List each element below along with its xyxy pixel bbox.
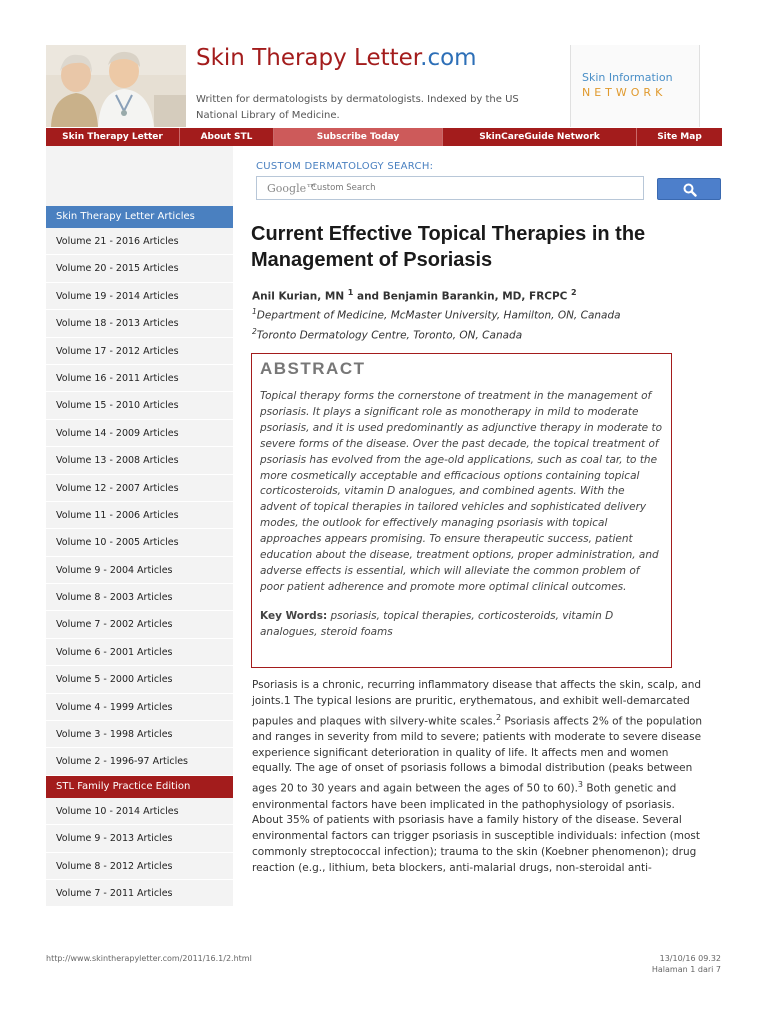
sidebar-section-stl-articles[interactable]: Skin Therapy Letter Articles xyxy=(46,206,233,228)
sidebar-item[interactable]: Volume 6 - 2001 Articles xyxy=(46,639,233,666)
article-title: Current Effective Topical Therapies in the Management of Psoriasis xyxy=(251,223,646,271)
sidebar-item[interactable]: Volume 8 - 2012 Articles xyxy=(46,853,233,880)
author-2-sup: 2 xyxy=(571,288,577,297)
network-title: Skin Information xyxy=(582,71,673,84)
site-title[interactable]: Skin Therapy Letter.com xyxy=(196,45,477,71)
keywords xyxy=(260,609,663,641)
network-subtitle: NETWORK xyxy=(582,86,667,99)
sidebar-item[interactable]: Volume 11 - 2006 Articles xyxy=(46,502,233,529)
citation-2[interactable]: 2 xyxy=(495,712,502,722)
author-1: Anil Kurian, MN xyxy=(252,290,345,303)
sidebar-list-stl-articles xyxy=(46,228,233,776)
abstract-box xyxy=(251,353,672,668)
nav-site-map[interactable]: Site Map xyxy=(657,132,702,142)
sidebar xyxy=(46,206,233,907)
sidebar-item[interactable]: Volume 14 - 2009 Articles xyxy=(46,420,233,447)
search-button[interactable] xyxy=(657,178,721,200)
sidebar-item[interactable]: Volume 9 - 2004 Articles xyxy=(46,557,233,584)
citation-3[interactable]: 3 xyxy=(577,780,584,790)
skin-information-network-logo[interactable] xyxy=(570,45,700,127)
site-header xyxy=(46,45,722,127)
article-body: Psoriasis is a chronic, recurring inflammatory disease that affects the skin, scalp, and joints.1 The typical lesions are pruritic, erythematous, and exhibit well-demarcated papules and plaques with silvery-white scales.$^2$ Psoriasis affects 2% of the population and ranges in severity from mild to severe; patients with moderate to severe disease experience significant deterioration in quality of life. It affects men and women equally. The age of onset of psoriasis follows a bimodal distribution (peaks between ages 20 to 30 years and again between the ages of 50 to 60).$^3$ Both genetic and environmental factors have been implicated in the pathophysiology of psoriasis. About 35% of patients with psoriasis have a family history of the disease. Several environmental factors can trigger psoriasis in susceptible individuals: infection (most commonly streptococcal infection); trauma to the skin (Koebner phenomenon); drug reaction (e.g., lithium, beta blockers, anti-malarial drugs, non-steroidal anti- xyxy=(252,679,703,874)
sidebar-item[interactable]: Volume 9 - 2013 Articles xyxy=(46,825,233,852)
footer-date xyxy=(652,953,721,975)
nav-about-stl[interactable]: About STL xyxy=(180,128,274,146)
sidebar-item[interactable]: Volume 3 - 1998 Articles xyxy=(46,721,233,748)
sidebar-item[interactable]: Volume 18 - 2013 Articles xyxy=(46,310,233,337)
search-input[interactable] xyxy=(256,176,644,200)
footer-page-number: Halaman 1 dari 7 xyxy=(651,965,721,974)
sidebar-section-family-practice[interactable]: STL Family Practice Edition xyxy=(46,776,233,798)
sidebar-item[interactable]: Volume 5 - 2000 Articles xyxy=(46,666,233,693)
sidebar-item[interactable]: Volume 17 - 2012 Articles xyxy=(46,338,233,365)
search-icon xyxy=(683,183,697,197)
sidebar-item[interactable]: Volume 8 - 2003 Articles xyxy=(46,584,233,611)
nav-subscribe-today[interactable]: Subscribe Today xyxy=(274,128,443,146)
footer-timestamp: 13/10/16 09.32 xyxy=(659,954,721,963)
article-authors xyxy=(252,288,577,303)
abstract-text: Topical therapy forms the cornerstone of treatment in the management of psoriasis. It plays a significant role as monotherapy in mild to moderate psoriasis, and it is used predominantly as adjunctive therapy in moderate to severe forms of the disease. Over the past decade, the topical treatment of psoriasis has evolved from the age-old applications, such as coal tar, to the more cosmetically acceptable and efficacious options containing topical corticosteroids, vitamin D analogues, and combined agents. With the advent of topical therapies in tailored vehicles and sophisticated delivery modes, the outlook for effectively managing psoriasis with topical approaches appears promising. To ensure therapeutic success, patient education about the disease, treatment options, proper administration, and adverse effects is essential, which will alleviate the common problem of poor patient adherence and promote more optimal clinical outcomes. xyxy=(260,390,663,593)
sidebar-item[interactable]: Volume 7 - 2011 Articles xyxy=(46,880,233,907)
sidebar-item[interactable]: Volume 10 - 2014 Articles xyxy=(46,798,233,825)
sidebar-list-family-practice xyxy=(46,798,233,908)
main-nav xyxy=(46,128,722,146)
affiliation-1: $^1$Department of Medicine, McMaster University, Hamilton, ON, Canada xyxy=(252,307,621,322)
sidebar-item[interactable]: Volume 12 - 2007 Articles xyxy=(46,475,233,502)
sidebar-item[interactable]: Volume 7 - 2002 Articles xyxy=(46,611,233,638)
site-tagline: Written for dermatologists by dermatologists. Indexed by the US National Library of Medicine. xyxy=(196,94,519,121)
author-1-sup: 1 xyxy=(347,288,354,297)
sidebar-item[interactable]: Volume 16 - 2011 Articles xyxy=(46,365,233,392)
author-join: and Benjamin Barankin, MD, FRCPC xyxy=(357,290,568,303)
sidebar-item[interactable]: Volume 15 - 2010 Articles xyxy=(46,392,233,419)
footer-url: http://www.skintherapyletter.com/2011/16.1/2.html xyxy=(46,954,252,963)
sidebar-item[interactable]: Volume 19 - 2014 Articles xyxy=(46,283,233,310)
search-label: CUSTOM DERMATOLOGY SEARCH: xyxy=(256,161,434,172)
search-placeholder: Custom Search xyxy=(311,183,376,193)
sidebar-item[interactable]: Volume 20 - 2015 Articles xyxy=(46,255,233,282)
nav-skincareguide-network[interactable]: SkinCareGuide Network xyxy=(443,128,637,146)
sidebar-item[interactable]: Volume 10 - 2005 Articles xyxy=(46,529,233,556)
google-logo: Google™ xyxy=(267,182,318,195)
keywords-label: Key Words: xyxy=(260,609,328,622)
header-photo xyxy=(46,45,186,127)
site-title-suffix: .com xyxy=(420,45,477,71)
abstract-heading: ABSTRACT xyxy=(260,359,366,378)
keywords-list: psoriasis, topical therapies, corticosteroids, vitamin D analogues, steroid foams xyxy=(260,609,614,638)
sidebar-item[interactable]: Volume 21 - 2016 Articles xyxy=(46,228,233,255)
sidebar-item[interactable]: Volume 13 - 2008 Articles xyxy=(46,447,233,474)
sidebar-item[interactable]: Volume 4 - 1999 Articles xyxy=(46,694,233,721)
affiliation-2: $^2$Toronto Dermatology Centre, Toronto, ON, Canada xyxy=(252,327,523,342)
sidebar-item[interactable]: Volume 2 - 1996-97 Articles xyxy=(46,748,233,775)
nav-skin-therapy-letter[interactable]: Skin Therapy Letter xyxy=(46,128,180,146)
